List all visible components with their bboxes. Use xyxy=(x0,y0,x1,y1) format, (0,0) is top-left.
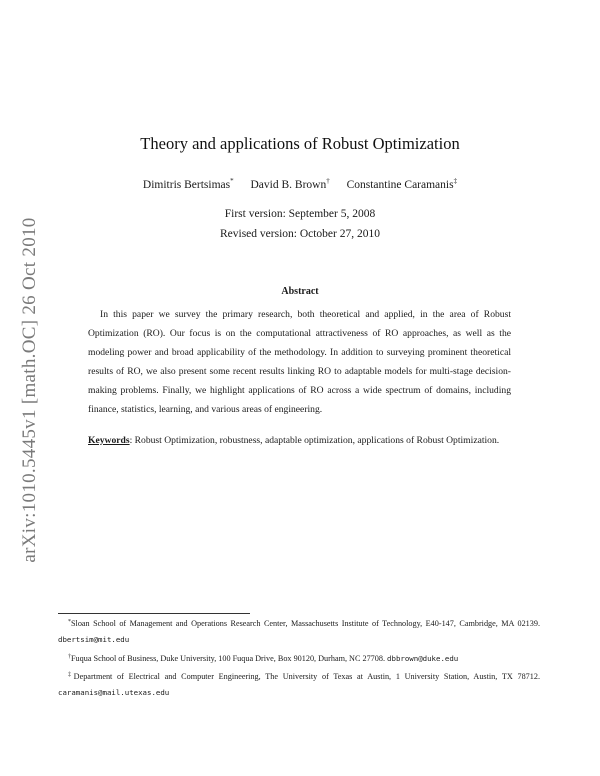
revised-version-date: Revised version: October 27, 2010 xyxy=(219,228,380,240)
footnote-email[interactable]: dbbrown@duke.edu xyxy=(387,653,459,663)
author-name: David B. Brown xyxy=(250,179,327,191)
keywords-paragraph xyxy=(88,432,511,451)
footnote-email[interactable]: dbertsim@mit.edu xyxy=(58,635,130,645)
footnotes xyxy=(58,614,540,701)
footnote-email[interactable]: caramanis@mail.utexas.edu xyxy=(58,688,170,698)
footnote-mark: * xyxy=(68,619,71,625)
author-name: Constantine Caramanis xyxy=(346,179,454,191)
footnote-mark: ‡ xyxy=(68,671,74,678)
footnote-mark: † xyxy=(68,653,71,660)
footnote-affiliation: Sloan School of Management and Operations Research Center, Massachusetts Institute of Technology, E40-147, Cambridge, MA 02139. xyxy=(71,619,540,628)
author-list xyxy=(0,177,600,191)
paper-title: Theory and applications of Robust Optimization xyxy=(140,134,460,153)
keywords-text: : Robust Optimization, robustness, adaptable optimization, applications of Robust Optimization. xyxy=(129,435,500,446)
author-brown xyxy=(251,179,330,191)
abstract-body: In this paper we survey the primary research, both theoretical and applied, in the area of Robust Optimization (RO). Our focus is on the computational attractiveness of RO approaches, as well as the modeling power and broad applicability of the methodology. In addition to surveying prominent theoretical results of RO, we also present some recent results linking RO to adaptable models for multi-stage decision-making problems. Finally, we highlight applications of RO across a wide spectrum of domains, including finance, statistics, learning, and various areas of engineering. xyxy=(88,309,511,415)
footnote-affiliation: Fuqua School of Business, Duke University, 100 Fuqua Drive, Box 90120, Durham, NC 27708. xyxy=(71,653,388,663)
footnote-brown xyxy=(58,649,540,667)
arxiv-identifier-stamp: arXiv:1010.5445v1 [math.OC] 26 Oct 2010 xyxy=(19,217,40,563)
author-name: Dimitris Bertsimas xyxy=(142,179,231,191)
author-caramanis xyxy=(347,179,458,191)
author-footnote-mark[interactable]: * xyxy=(230,177,234,185)
author-footnote-mark[interactable]: ‡ xyxy=(453,177,458,185)
author-bertsimas xyxy=(143,179,234,191)
abstract-heading: Abstract xyxy=(281,286,319,297)
keywords-label: Keywords xyxy=(88,435,130,446)
footnote-affiliation: Department of Electrical and Computer Engineering, The University of Texas at Austin, 1 University Station, Austin, TX 78712. xyxy=(73,671,540,681)
author-footnote-mark[interactable]: † xyxy=(326,177,330,185)
footnote-caramanis xyxy=(58,667,540,702)
footnote-bertsimas xyxy=(58,614,540,649)
first-version-date: First version: September 5, 2008 xyxy=(224,208,376,220)
